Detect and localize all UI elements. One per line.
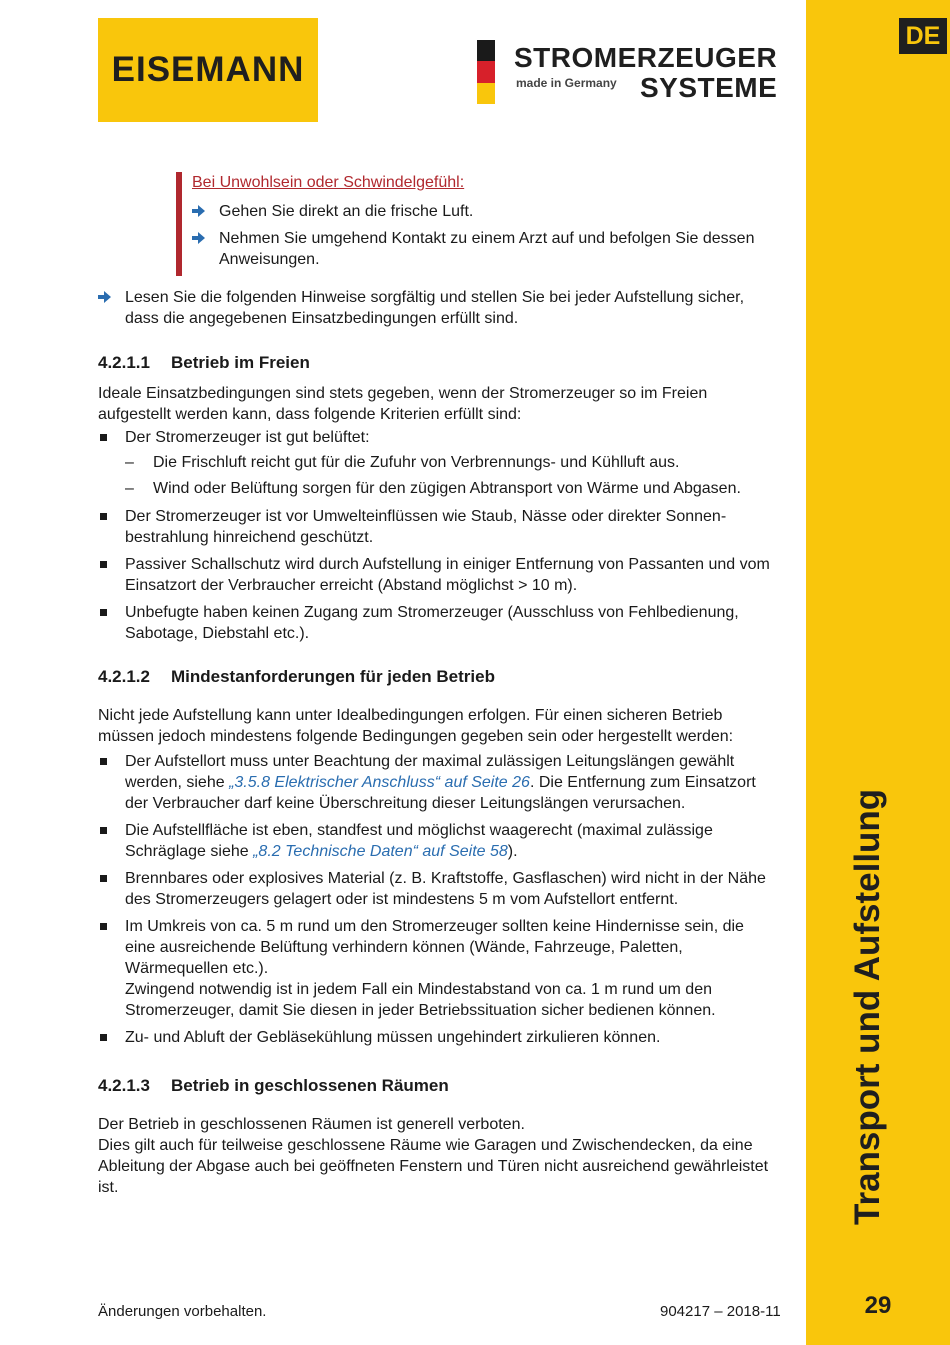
language-badge: DE: [899, 18, 947, 54]
bullet-icon: [100, 561, 107, 568]
list-item: [98, 287, 776, 329]
brand-subtitle: made in Germany: [516, 76, 617, 90]
bullet-icon: [100, 513, 107, 520]
bullet-text: Brennbares oder explosives Material (z. B. Kraftstoffe, Gasflaschen) wird nicht in der Nähe des Stromerzeugers gelagert oder ist mindestens 5 m vom Aufstellort entfernt.: [125, 870, 766, 908]
bullet-text: ).: [507, 843, 518, 860]
warning-block: [176, 172, 782, 276]
bullet-text: Der Aufstellort muss unter Beachtung der maximal zulässigen Leitungslängen gewählt werden, siehe: [125, 753, 735, 791]
list-item: [98, 868, 776, 910]
germany-flag-icon: [477, 40, 495, 104]
bullet-icon: [100, 758, 107, 765]
section-title-vertical: Transport und Aufstellung: [848, 788, 887, 1225]
intro-instruction: [98, 287, 776, 335]
warning-item-text: Gehen Sie direkt an die frische Luft.: [219, 203, 474, 220]
bullet-icon: [100, 609, 107, 616]
bullet-text: Zu- und Abluft der Gebläsekühlung müssen ungehindert zirkulieren können.: [125, 1029, 661, 1046]
list-item: [98, 820, 776, 862]
warning-title: Bei Unwohlsein oder Schwindelgefühl:: [192, 174, 465, 191]
bullet-text: Die Aufstellfläche ist eben, standfest und möglichst waagerecht (maximal zulässige Schräglage siehe: [125, 822, 713, 860]
warning-item-text: Nehmen Sie umgehend Kontakt zu einem Arzt auf und befolgen Sie dessen Anweisungen.: [219, 230, 755, 268]
dash-icon: –: [125, 480, 134, 497]
section-4-2-1-1: [98, 352, 776, 650]
bullet-icon: [100, 875, 107, 882]
section-number: 4.2.1.1: [98, 353, 150, 372]
dash-icon: –: [125, 454, 134, 471]
list-item: [98, 916, 776, 1021]
brand-title-line2: SYSTEME: [640, 72, 778, 103]
paragraph: Dies gilt auch für teilweise geschlossene Räume wie Garagen und Zwischendecken, da eine Ableitung der Abgase auch bei geöffneten Fenstern und Türen nicht ausreichend gewährleistet ist.: [98, 1137, 769, 1196]
list-item: [98, 427, 776, 448]
section-title: Betrieb in geschlossenen Räumen: [171, 1076, 449, 1095]
section-heading: [98, 352, 776, 373]
brand-title-line1: STROMERZEUGER: [514, 42, 778, 73]
paragraph: Ideale Einsatzbedingungen sind stets gegeben, wenn der Stromerzeuger so im Freien aufgestellt werden kann, dass folgende Kriterien erfüllt sind:: [98, 385, 708, 423]
paragraph: Der Betrieb in geschlossenen Räumen ist generell verboten.: [98, 1116, 525, 1133]
section-4-2-1-2: [98, 666, 776, 1054]
document-number: 904217 – 2018-11: [660, 1303, 781, 1320]
cross-reference-link[interactable]: „3.5.8 Elektrischer Anschluss“ auf Seite 26: [229, 774, 530, 791]
bullet-icon: [100, 827, 107, 834]
bullet-icon: [100, 1034, 107, 1041]
bullet-text: . Die Entfernung zum Einsatzort der Verbraucher darf keine Überschreitung dieser Leitungslängen verursachen.: [125, 774, 756, 812]
list-item: [98, 506, 776, 548]
section-title: Betrieb im Freien: [171, 353, 310, 372]
section-heading: [98, 1075, 776, 1096]
eisemann-logo: [98, 18, 318, 122]
list-item: [98, 554, 776, 596]
list-item: [98, 602, 776, 644]
list-item: [192, 228, 782, 270]
section-4-2-1-3: [98, 1075, 776, 1198]
bullet-text: Passiver Schallschutz wird durch Aufstellung in einiger Entfernung von Passanten und vom Einsatzort der Verbraucher erreicht (Abstand möglichst > 10 m).: [125, 556, 770, 594]
bullet-text: Zwingend notwendig ist in jedem Fall ein Mindestabstand von ca. 1 m rund um den Stromerzeuger, damit Sie diesen in jeder Betriebssituation sicher bedienen können.: [125, 981, 716, 1019]
arrow-right-icon: [98, 291, 111, 303]
section-number: 4.2.1.3: [98, 1076, 150, 1095]
section-heading: [98, 666, 776, 687]
arrow-right-icon: [192, 232, 205, 244]
section-title: Mindestanforderungen für jeden Betrieb: [171, 667, 495, 686]
cross-reference-link[interactable]: „8.2 Technische Daten“ auf Seite 58: [253, 843, 508, 860]
bullet-text: Unbefugte haben keinen Zugang zum Stromerzeuger (Ausschluss von Fehlbedienung, Sabotage, Diebstahl etc.).: [125, 604, 739, 642]
bullet-icon: [100, 923, 107, 930]
bullet-icon: [100, 434, 107, 441]
paragraph: Nicht jede Aufstellung kann unter Idealbedingungen erfolgen. Für einen sicheren Betrieb müssen jedoch mindestens folgende Bedingungen gegeben sein oder hergestellt werden:: [98, 707, 734, 745]
page-number: 29: [864, 1292, 892, 1319]
section-number: 4.2.1.2: [98, 667, 150, 686]
bullet-text: Der Stromerzeuger ist gut belüftet:: [125, 429, 370, 446]
instruction-text: Lesen Sie die folgenden Hinweise sorgfältig und stellen Sie bei jeder Aufstellung sicher, dass die angegebenen Einsatzbedingungen erfüllt sind.: [125, 289, 745, 327]
arrow-right-icon: [192, 205, 205, 217]
bullet-text: Der Stromerzeuger ist vor Umwelteinflüssen wie Staub, Nässe oder direkter Sonnen-bestrahlung hinreichend geschützt.: [125, 508, 727, 546]
footer-note: Änderungen vorbehalten.: [98, 1303, 267, 1320]
sub-bullet-text: Wind oder Belüftung sorgen für den zügigen Abtransport von Wärme und Abgasen.: [153, 480, 741, 497]
list-item: [192, 201, 782, 222]
list-item: [98, 1027, 776, 1048]
sub-list-item: [98, 452, 776, 473]
sub-list-item: [98, 478, 776, 499]
sub-bullet-text: Die Frischluft reicht gut für die Zufuhr von Verbrennungs- und Kühlluft aus.: [153, 454, 680, 471]
logo-text: EISEMANN: [111, 50, 305, 89]
bullet-text: Im Umkreis von ca. 5 m rund um den Stromerzeuger sollten keine Hindernisse sein, die eine ausreichende Belüftung verhindern können (Wände, Fahrzeuge, Paletten, Wärmequellen etc.).: [125, 918, 744, 977]
list-item: [98, 751, 776, 814]
